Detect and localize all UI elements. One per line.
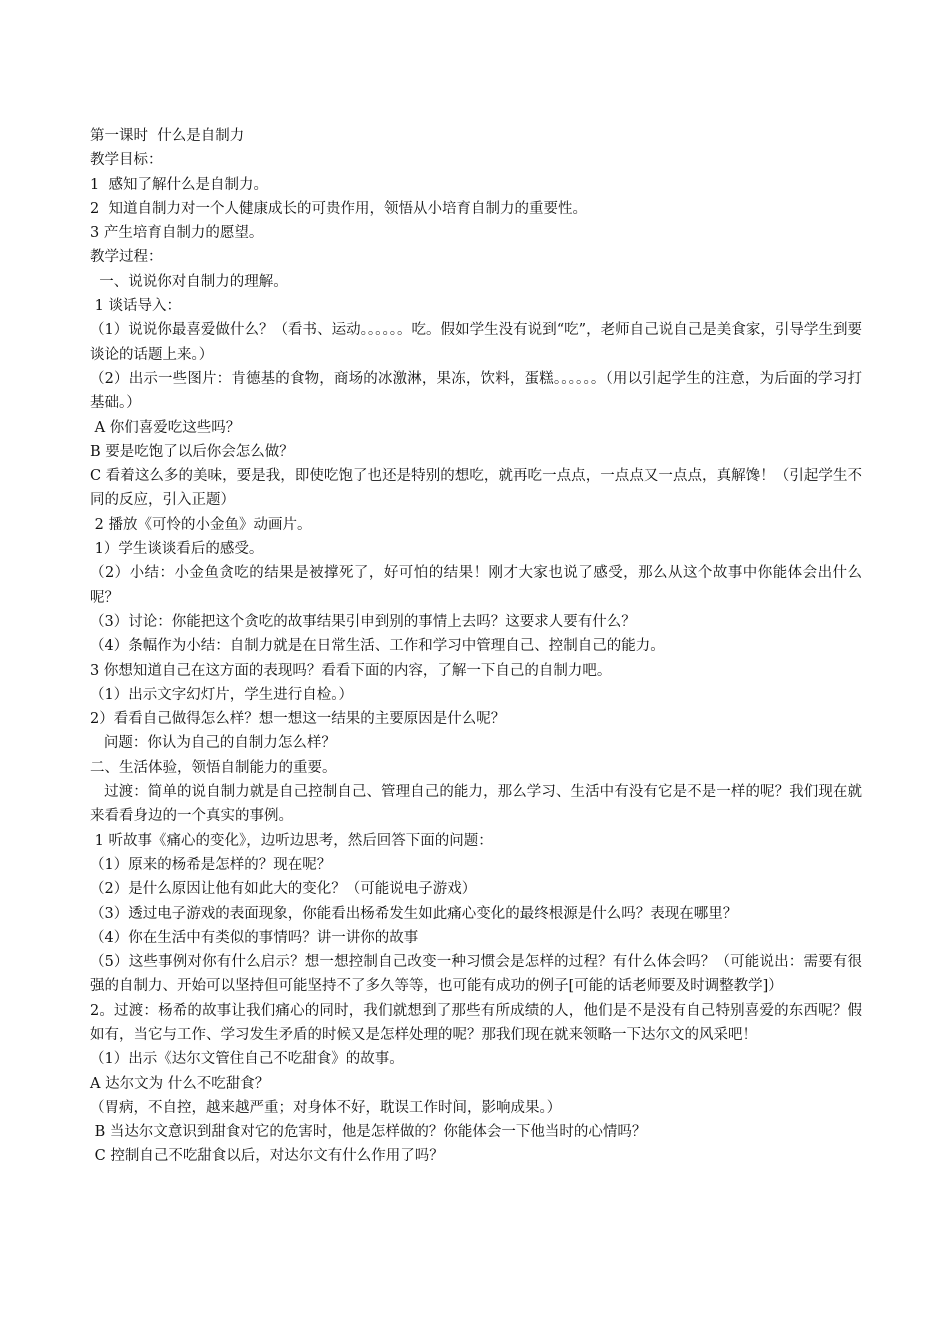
goal-item: 1 感知了解什么是自制力。 [90, 176, 268, 193]
paragraph: （5）这些事例对你有什么启示？想一想控制自己改变一种习惯会是怎样的过程？有什么体会吗？（可能说出：需要有很强的自制力、开始可以坚持但可能坚持不了多久等等，也可能有成功的例子[可能的话老师要及时调整教学]） [90, 954, 862, 995]
paragraph: （2）出示一些图片：肯德基的食物，商场的冰激淋，果冻，饮料，蛋糕。。。。。。（用以引起学生的注意，为后面的学习打基础。） [90, 370, 862, 412]
paragraph: 问题：你认为自己的自制力怎么样？ [90, 735, 336, 752]
paragraph: 2。过渡：杨希的故事让我们痛心的同时，我们就想到了那些有所成绩的人，他们是不是没有自己特别喜爱的东西呢？假如有，当它与工作、学习发生矛盾的时候又是怎样处理的呢？那我们现在就来领略一下达尔文的风采吧！ [90, 1002, 862, 1043]
paragraph: 过渡：简单的说自制力就是自己控制自己、管理自己的能力，那么学习、生活中有没有它是不是一样的呢？我们现在就来看看身边的一个真实的事例。 [90, 784, 862, 825]
lesson-title: 第一课时 什么是自制力 [90, 128, 245, 144]
paragraph: 2）看看自己做得怎么样？想一想这一结果的主要原因是什么呢？ [90, 711, 506, 728]
step-heading: 3 你想知道自己在这方面的表现吗？看看下面的内容，了解一下自己的自制力吧。 [90, 662, 612, 679]
goal-item: 2 知道自制力对一个人健康成长的可贵作用，领悟从小培育自制力的重要性。 [90, 200, 587, 217]
paragraph: 1）学生谈谈看后的感受。 [90, 541, 264, 558]
step-heading: 1 听故事《痛心的变化》，边听边思考，然后回答下面的问题： [90, 832, 493, 849]
paragraph: C 控制自己不吃甜食以后，对达尔文有什么作用了吗？ [90, 1148, 444, 1165]
paragraph: B 要是吃饱了以后你会怎么做？ [90, 443, 294, 460]
part-heading: 一、说说你对自制力的理解。 [90, 273, 288, 290]
paragraph: （2）小结：小金鱼贪吃的结果是被撑死了，好可怕的结果！刚才大家也说了感受，那么从这个故事中你能体会出什么呢？ [90, 565, 862, 606]
paragraph: C 看着这么多的美味，要是我，即使吃饱了也还是特别的想吃，就再吃一点点，一点点又一点点，真解馋！（引起学生不同的反应，引入正题） [90, 468, 862, 509]
paragraph: （3）透过电子游戏的表面现象，你能看出杨希发生如此痛心变化的最终根源是什么吗？表现在哪里？ [90, 905, 738, 922]
paragraph: （1）出示文字幻灯片，学生进行自检。） [90, 686, 353, 703]
paragraph: （4）条幅作为小结：自制力就是在日常生活、工作和学习中管理自己、控制自己的能力。 [90, 638, 665, 655]
paragraph: （2）是什么原因让他有如此大的变化？（可能说电子游戏） [90, 881, 477, 898]
section-heading-process: 教学过程： [90, 249, 163, 266]
step-heading: 2 播放《可怜的小金鱼》动画片。 [90, 516, 312, 533]
step-heading: 1 谈话导入： [90, 298, 181, 315]
paragraph: （3）讨论：你能把这个贪吃的故事结果引申到别的事情上去吗？这要求人要有什么？ [90, 613, 636, 630]
goal-item: 3 产生培育自制力的愿望。 [90, 225, 264, 242]
paragraph: （1）出示《达尔文管住自己不吃甜食》的故事。 [90, 1051, 404, 1068]
paragraph: （胃病，不自控，越来越严重；对身体不好，耽误工作时间，影响成果。） [90, 1099, 562, 1116]
section-heading-goals: 教学目标： [90, 152, 163, 169]
paragraph: （4）你在生活中有类似的事情吗？讲一讲你的故事 [90, 929, 419, 946]
document-page [90, 124, 862, 1169]
paragraph: （1）说说你最喜爱做什么？（看书、运动。。。。。。吃。假如学生没有说到“吃”，老师自己说自己是美食家，引导学生到要谈论的话题上来。） [90, 322, 862, 363]
paragraph: A 达尔文为 什么不吃甜食？ [90, 1075, 270, 1092]
paragraph: B 当达尔文意识到甜食对它的危害时，他是怎样做的？你能体会一下他当时的心情吗？ [90, 1124, 647, 1141]
paragraph: A 你们喜爱吃这些吗？ [90, 419, 241, 436]
part-heading: 二、生活体验，领悟自制能力的重要。 [90, 759, 337, 776]
paragraph: （1）原来的杨希是怎样的？现在呢？ [90, 856, 332, 873]
